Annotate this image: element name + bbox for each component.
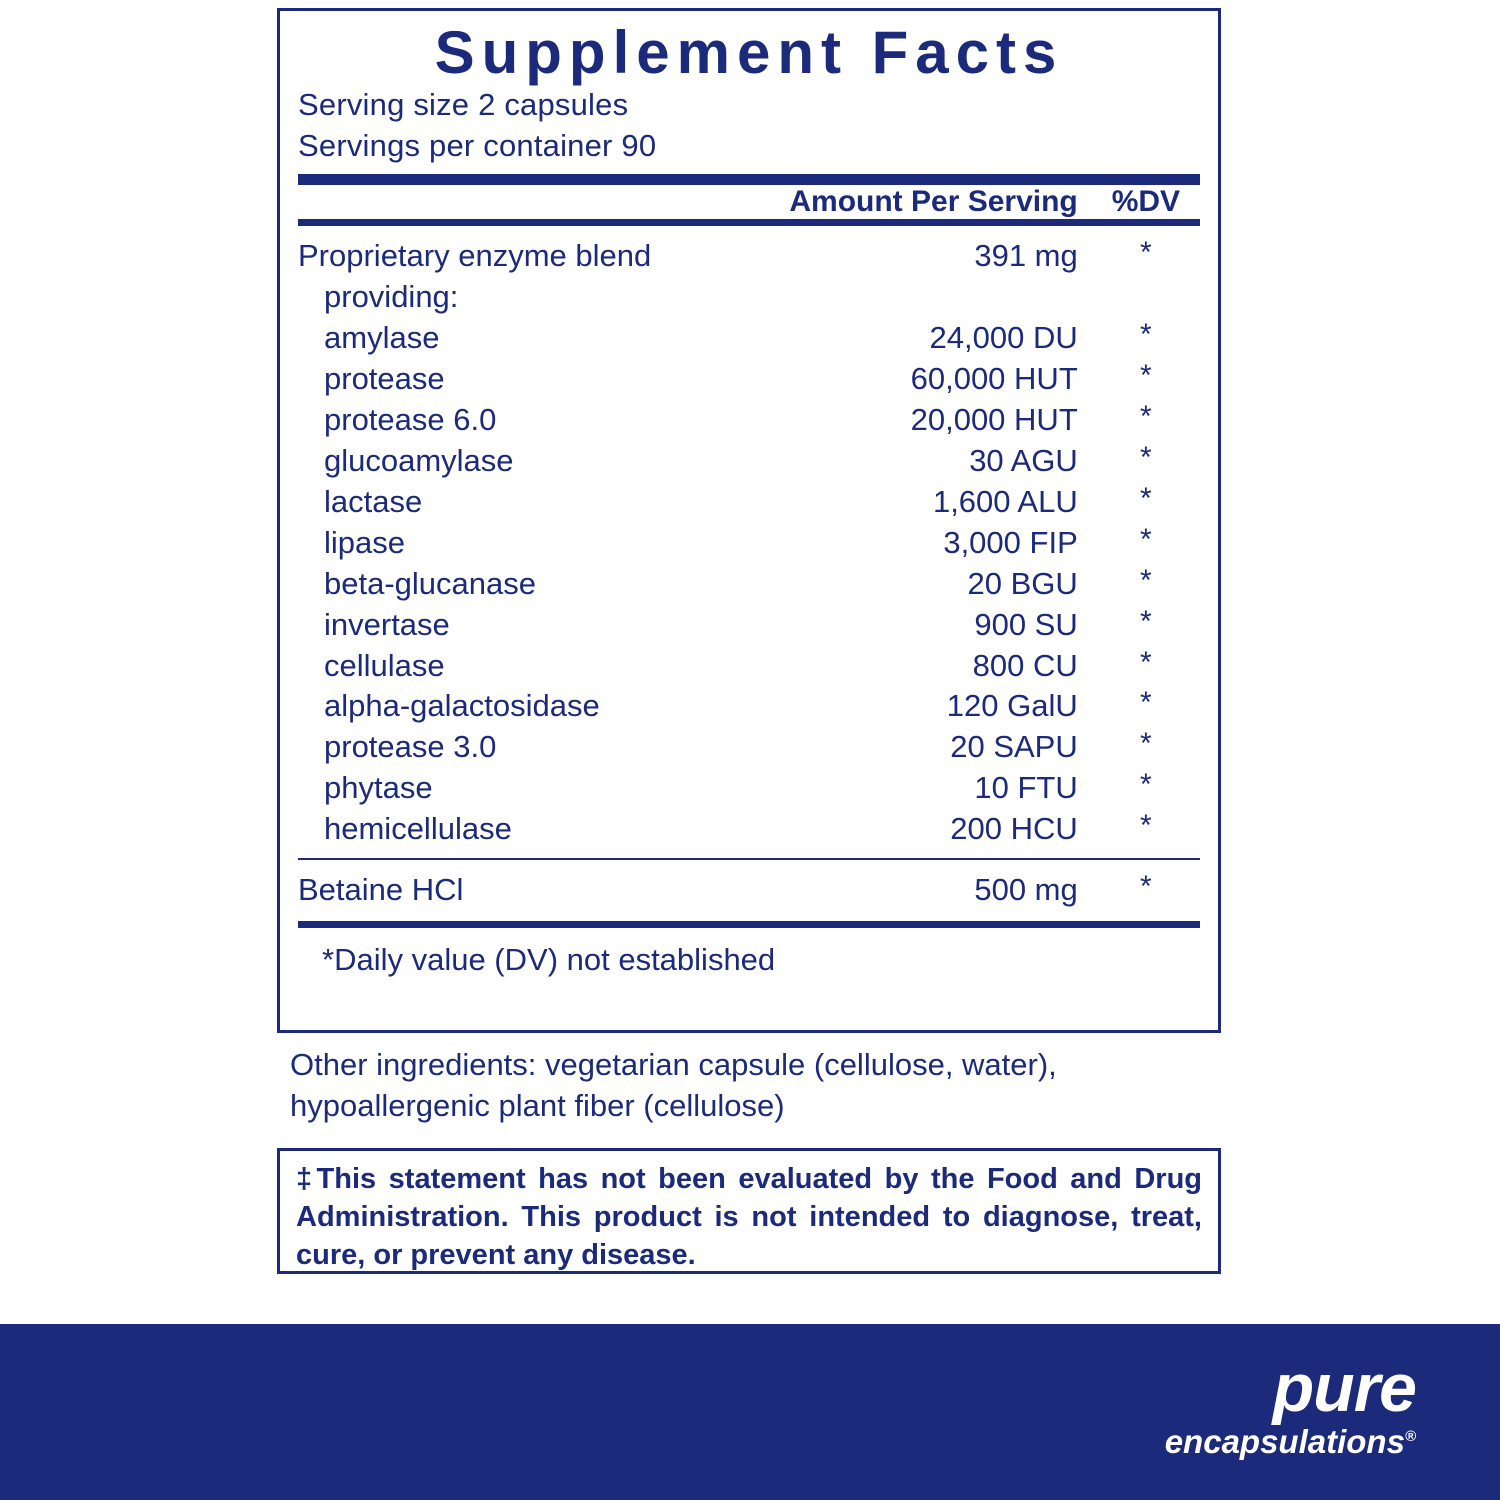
registered-mark-icon: ® [1404, 1428, 1416, 1445]
nutrition-table [298, 185, 1200, 219]
table-row [298, 482, 1200, 523]
row-amount: 10 FTU [974, 770, 1078, 806]
brand-name: pure [1272, 1350, 1416, 1426]
header-amount-per-serving: Amount Per Serving [789, 185, 1078, 219]
table-header-row [298, 185, 1200, 219]
row-dv [1092, 277, 1200, 318]
row-amount: 391 mg [974, 238, 1078, 274]
row-name: lipase [324, 524, 405, 560]
row-dv: * [1140, 809, 1152, 843]
nutrition-final-row [298, 860, 1200, 921]
row-amount: 900 SU [974, 606, 1078, 642]
row-dv: * [1140, 604, 1152, 638]
row-name: Proprietary enzyme blend [298, 238, 652, 274]
row-amount: 20 SAPU [950, 729, 1078, 765]
row-name: invertase [324, 606, 450, 642]
table-row [298, 646, 1200, 687]
row-amount: 500 mg [974, 872, 1078, 908]
row-dv: * [1140, 522, 1152, 556]
table-row [298, 400, 1200, 441]
row-name: protease [324, 361, 445, 397]
row-name: hemicellulase [324, 811, 512, 847]
row-dv: * [1140, 727, 1152, 761]
row-amount [785, 277, 1092, 318]
row-amount: 20 BGU [967, 565, 1078, 601]
row-amount: 1,600 ALU [932, 483, 1078, 519]
table-row [298, 359, 1200, 400]
table-row [298, 441, 1200, 482]
brand-subtitle-text: encapsulations [1164, 1423, 1405, 1460]
row-name: protease 6.0 [324, 402, 497, 438]
servings-per-container: Servings per container 90 [298, 128, 657, 164]
table-row [298, 686, 1200, 727]
row-name: beta-glucanase [324, 565, 536, 601]
row-name: glucoamylase [324, 442, 514, 478]
footer-bar [0, 1324, 1500, 1500]
row-dv: * [1140, 440, 1152, 474]
row-dv: * [1140, 686, 1152, 720]
divider-header [298, 219, 1200, 226]
row-dv: * [1140, 236, 1152, 270]
brand-subtitle [1165, 1424, 1416, 1460]
row-amount: 200 HCU [950, 811, 1078, 847]
row-name: Betaine HCl [298, 872, 464, 908]
row-dv: * [1140, 318, 1152, 352]
table-row [298, 768, 1200, 809]
table-row [298, 727, 1200, 768]
table-row [298, 809, 1200, 858]
row-dv: * [1140, 481, 1152, 515]
other-ingredients: Other ingredients: vegetarian capsule (cellulose, water), hypoallergenic plant fiber (cellulose) [290, 1047, 1057, 1124]
row-amount: 3,000 FIP [943, 524, 1078, 560]
row-dv: * [1140, 359, 1152, 393]
row-amount: 30 AGU [969, 442, 1078, 478]
row-dv: * [1140, 768, 1152, 802]
table-row [298, 564, 1200, 605]
brand-logo [1164, 1350, 1416, 1460]
table-row [298, 523, 1200, 564]
row-dv: * [1140, 645, 1152, 679]
row-amount: 60,000 HUT [910, 361, 1078, 397]
serving-size: Serving size 2 capsules [298, 87, 629, 122]
row-name: cellulase [324, 647, 445, 683]
row-dv: * [1140, 563, 1152, 597]
table-row [298, 318, 1200, 359]
daily-value-footnote: *Daily value (DV) not established [322, 941, 776, 977]
table-row [298, 860, 1200, 921]
divider-top [298, 174, 1200, 185]
table-row [298, 277, 1200, 318]
row-amount: 20,000 HUT [910, 402, 1078, 438]
supplement-facts-panel [277, 8, 1221, 1033]
row-name: phytase [324, 770, 433, 806]
divider-bottom [298, 921, 1200, 928]
row-name: alpha-galactosidase [324, 688, 600, 724]
supplement-facts-inner [298, 21, 1200, 982]
page-title: Supplement Facts [434, 19, 1064, 86]
table-row [298, 226, 1200, 277]
row-amount: 24,000 DU [929, 320, 1078, 356]
header-nutrient [298, 185, 785, 219]
row-name: protease 3.0 [324, 729, 497, 765]
row-amount: 800 CU [972, 647, 1078, 683]
fda-disclaimer: ‡This statement has not been evaluated by the Food and Drug Administration. This product is not intended to diagnose, treat, cure, or prevent any disease. [277, 1148, 1221, 1274]
row-name: providing: [324, 279, 459, 315]
nutrition-rows [298, 226, 1200, 858]
table-row [298, 605, 1200, 646]
row-name: amylase [324, 320, 440, 356]
row-dv: * [1140, 870, 1152, 904]
row-amount: 120 GalU [946, 688, 1078, 724]
row-name: lactase [324, 483, 423, 519]
header-percent-dv: %DV [1111, 185, 1181, 219]
row-dv: * [1140, 400, 1152, 434]
